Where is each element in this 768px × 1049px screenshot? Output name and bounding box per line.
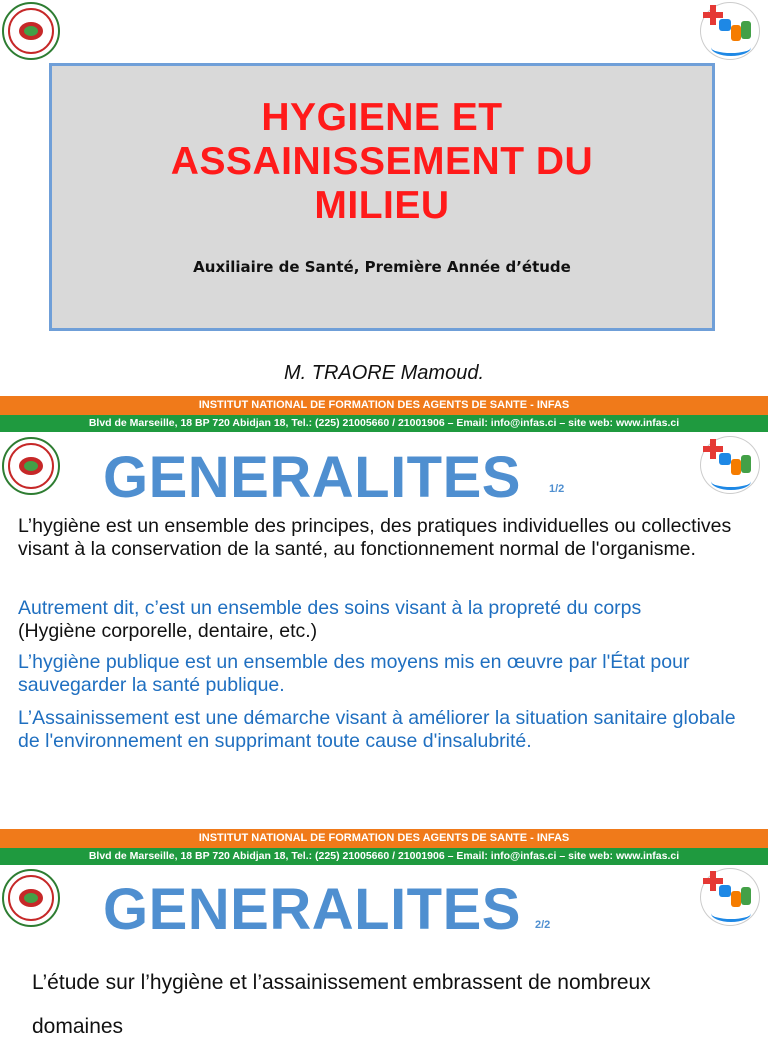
slide-generalites-2 (0, 866, 768, 1038)
author: M. TRAORE Mamoud. (283, 362, 485, 384)
health-ministry-logo-icon (700, 436, 760, 494)
title-line: HYGIENE ET (261, 96, 503, 139)
title-line: ASSAINISSEMENT DU (170, 140, 594, 183)
slide-heading: GENERALITES (103, 445, 521, 510)
slide-generalites-1 (0, 434, 768, 866)
slide-title (0, 0, 768, 434)
paragraph-hygiene-definition: L’hygiène est un ensemble des principes, des pratiques individuelles ou collectives visant à la conservation de la santé, au fonctionnement normal de l'organisme. (18, 515, 732, 560)
infas-logo-icon (2, 2, 60, 60)
page-number: 2/2 (535, 919, 551, 931)
title-box (49, 63, 715, 331)
paragraph-sanitation: L’Assainissement est une démarche visant à améliorer la situation sanitaire globale de l'environnement en supprimant toute cause d'insalubrité. (18, 707, 736, 752)
subtitle: Auxiliaire de Santé, Première Année d’étude (193, 258, 571, 276)
address-band: Blvd de Marseille, 18 BP 720 Abidjan 18, Tel.: (225) 21005660 / 21001906 – Email: info@infas.ci – site web: www.infas.ci (0, 848, 768, 865)
slide-heading: GENERALITES (103, 877, 521, 942)
infas-logo-icon (2, 869, 60, 927)
main-title (52, 96, 712, 228)
infas-logo-icon (2, 437, 60, 495)
institute-band: INSTITUT NATIONAL DE FORMATION DES AGENTS DE SANTE - INFAS (0, 829, 768, 848)
health-ministry-logo-icon (700, 868, 760, 926)
paragraph-domains: L’étude sur l’hygiène et l’assainissement embrassent de nombreux domaines (32, 971, 651, 1038)
health-ministry-logo-icon (700, 2, 760, 60)
title-line: MILIEU (314, 184, 450, 227)
page-number: 1/2 (549, 483, 565, 495)
address-band: Blvd de Marseille, 18 BP 720 Abidjan 18, Tel.: (225) 21005660 / 21001906 – Email: info@infas.ci – site web: www.infas.ci (0, 415, 768, 432)
paragraph-body-care: Autrement dit, c’est un ensemble des soins visant à la propreté du corps (Hygiène corporelle, dentaire, etc.) (18, 597, 642, 642)
paragraph-public-hygiene: L’hygiène publique est un ensemble des moyens mis en œuvre par l'État pour sauvegarder la santé publique. (18, 651, 690, 696)
institute-band: INSTITUT NATIONAL DE FORMATION DES AGENTS DE SANTE - INFAS (0, 396, 768, 415)
